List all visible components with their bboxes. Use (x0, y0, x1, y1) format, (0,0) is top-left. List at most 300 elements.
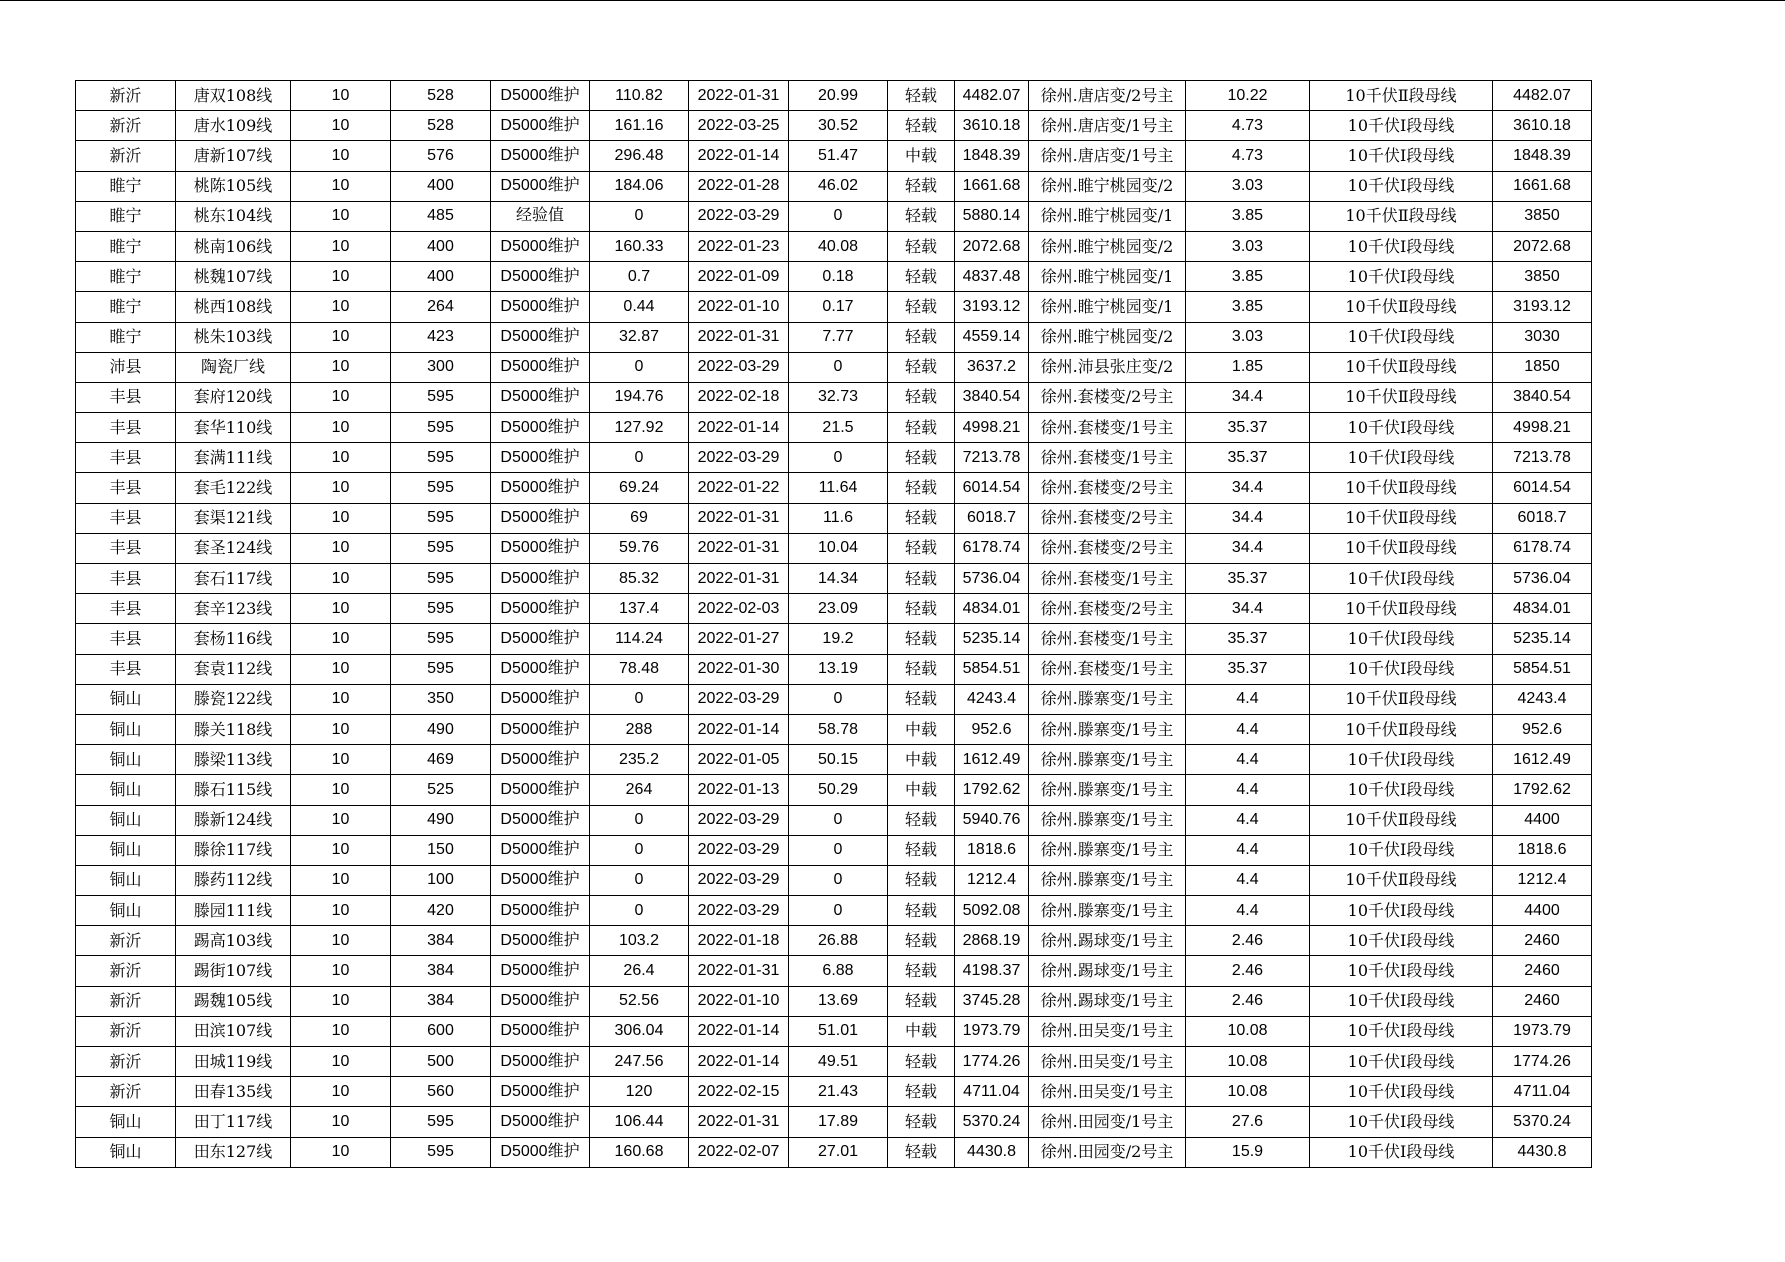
table-row (76, 684, 1592, 714)
load-cell: 69.24 (590, 473, 689, 503)
capacity-value-cell: 3193.12 (955, 292, 1029, 322)
load-cell: 160.68 (590, 1137, 689, 1167)
date-cell: 2022-02-15 (689, 1077, 789, 1107)
voltage-cell: 10 (291, 382, 391, 412)
substation-cell: 徐州.滕寨变/1号主 (1029, 896, 1186, 926)
table-row (76, 1047, 1592, 1077)
load-cell: 127.92 (590, 413, 689, 443)
busbar-cell: 10千伏Ⅱ段母线 (1310, 503, 1493, 533)
busbar-cell: 10千伏Ⅰ段母线 (1310, 1016, 1493, 1046)
capacity-cell: 485 (391, 201, 491, 231)
capacity-cell: 500 (391, 1047, 491, 1077)
rate-cell: 2.46 (1186, 986, 1310, 1016)
voltage-cell: 10 (291, 1016, 391, 1046)
feeder-name-cell: 滕瓷122线 (176, 684, 291, 714)
busbar-cell: 10千伏Ⅱ段母线 (1310, 201, 1493, 231)
busbar-cell: 10千伏Ⅰ段母线 (1310, 1077, 1493, 1107)
load-level-cell: 轻载 (888, 1107, 955, 1137)
capacity-cell: 595 (391, 443, 491, 473)
feeder-name-cell: 滕关118线 (176, 714, 291, 744)
table-row (76, 745, 1592, 775)
capacity-cell: 528 (391, 81, 491, 111)
load-rate-cell: 0 (789, 684, 888, 714)
feeder-name-cell: 滕药112线 (176, 865, 291, 895)
table-row (76, 171, 1592, 201)
date-cell: 2022-01-14 (689, 141, 789, 171)
county-cell: 新沂 (76, 986, 176, 1016)
date-cell: 2022-01-28 (689, 171, 789, 201)
final-value-cell: 4400 (1493, 896, 1592, 926)
load-level-cell: 轻载 (888, 473, 955, 503)
busbar-cell: 10千伏Ⅰ段母线 (1310, 171, 1493, 201)
rate-cell: 4.4 (1186, 835, 1310, 865)
rate-cell: 2.46 (1186, 956, 1310, 986)
substation-cell: 徐州.唐店变/1号主 (1029, 141, 1186, 171)
load-rate-cell: 21.43 (789, 1077, 888, 1107)
load-level-cell: 轻载 (888, 111, 955, 141)
busbar-cell: 10千伏Ⅰ段母线 (1310, 654, 1493, 684)
busbar-cell: 10千伏Ⅱ段母线 (1310, 805, 1493, 835)
feeder-name-cell: 桃东104线 (176, 201, 291, 231)
feeder-name-cell: 套府120线 (176, 382, 291, 412)
capacity-cell: 595 (391, 533, 491, 563)
feeder-load-table (75, 80, 1592, 1168)
capacity-cell: 400 (391, 231, 491, 261)
date-cell: 2022-03-29 (689, 805, 789, 835)
load-level-cell: 轻载 (888, 926, 955, 956)
rate-cell: 4.73 (1186, 141, 1310, 171)
load-cell: 137.4 (590, 594, 689, 624)
date-cell: 2022-03-29 (689, 865, 789, 895)
county-cell: 丰县 (76, 382, 176, 412)
feeder-name-cell: 陶瓷厂线 (176, 352, 291, 382)
table-row (76, 986, 1592, 1016)
voltage-cell: 10 (291, 322, 391, 352)
table-row (76, 141, 1592, 171)
capacity-cell: 490 (391, 805, 491, 835)
substation-cell: 徐州.睢宁桃园变/1 (1029, 262, 1186, 292)
rate-cell: 2.46 (1186, 926, 1310, 956)
feeder-name-cell: 踢魏105线 (176, 986, 291, 1016)
table-row (76, 1016, 1592, 1046)
final-value-cell: 952.6 (1493, 714, 1592, 744)
busbar-cell: 10千伏Ⅰ段母线 (1310, 1137, 1493, 1167)
feeder-name-cell: 唐双108线 (176, 81, 291, 111)
table-row (76, 262, 1592, 292)
busbar-cell: 10千伏Ⅱ段母线 (1310, 865, 1493, 895)
substation-cell: 徐州.沛县张庄变/2 (1029, 352, 1186, 382)
source-cell: D5000维护 (491, 745, 590, 775)
capacity-value-cell: 4837.48 (955, 262, 1029, 292)
table-row (76, 865, 1592, 895)
load-cell: 78.48 (590, 654, 689, 684)
source-cell: D5000维护 (491, 684, 590, 714)
rate-cell: 35.37 (1186, 413, 1310, 443)
load-cell: 106.44 (590, 1107, 689, 1137)
capacity-value-cell: 2868.19 (955, 926, 1029, 956)
final-value-cell: 5235.14 (1493, 624, 1592, 654)
load-level-cell: 轻载 (888, 352, 955, 382)
county-cell: 睢宁 (76, 201, 176, 231)
substation-cell: 徐州.套楼变/1号主 (1029, 624, 1186, 654)
county-cell: 丰县 (76, 654, 176, 684)
table-row (76, 926, 1592, 956)
rate-cell: 3.03 (1186, 322, 1310, 352)
load-cell: 160.33 (590, 231, 689, 261)
source-cell: D5000维护 (491, 322, 590, 352)
voltage-cell: 10 (291, 684, 391, 714)
busbar-cell: 10千伏Ⅰ段母线 (1310, 141, 1493, 171)
substation-cell: 徐州.田吴变/1号主 (1029, 1077, 1186, 1107)
feeder-name-cell: 滕园111线 (176, 896, 291, 926)
voltage-cell: 10 (291, 654, 391, 684)
final-value-cell: 6018.7 (1493, 503, 1592, 533)
substation-cell: 徐州.田吴变/1号主 (1029, 1047, 1186, 1077)
date-cell: 2022-03-29 (689, 835, 789, 865)
voltage-cell: 10 (291, 564, 391, 594)
busbar-cell: 10千伏Ⅱ段母线 (1310, 292, 1493, 322)
rate-cell: 34.4 (1186, 503, 1310, 533)
voltage-cell: 10 (291, 1077, 391, 1107)
final-value-cell: 4834.01 (1493, 594, 1592, 624)
capacity-value-cell: 1612.49 (955, 745, 1029, 775)
county-cell: 丰县 (76, 413, 176, 443)
busbar-cell: 10千伏Ⅱ段母线 (1310, 714, 1493, 744)
capacity-cell: 595 (391, 1137, 491, 1167)
final-value-cell: 2460 (1493, 986, 1592, 1016)
substation-cell: 徐州.套楼变/2号主 (1029, 594, 1186, 624)
load-cell: 59.76 (590, 533, 689, 563)
voltage-cell: 10 (291, 111, 391, 141)
voltage-cell: 10 (291, 1047, 391, 1077)
county-cell: 丰县 (76, 594, 176, 624)
capacity-value-cell: 4998.21 (955, 413, 1029, 443)
final-value-cell: 3610.18 (1493, 111, 1592, 141)
table-row (76, 1107, 1592, 1137)
date-cell: 2022-01-31 (689, 564, 789, 594)
load-level-cell: 轻载 (888, 835, 955, 865)
capacity-value-cell: 4430.8 (955, 1137, 1029, 1167)
load-cell: 103.2 (590, 926, 689, 956)
capacity-cell: 400 (391, 262, 491, 292)
substation-cell: 徐州.踢球变/1号主 (1029, 926, 1186, 956)
final-value-cell: 3850 (1493, 201, 1592, 231)
rate-cell: 4.4 (1186, 714, 1310, 744)
load-rate-cell: 27.01 (789, 1137, 888, 1167)
feeder-name-cell: 桃陈105线 (176, 171, 291, 201)
busbar-cell: 10千伏Ⅰ段母线 (1310, 835, 1493, 865)
date-cell: 2022-03-29 (689, 201, 789, 231)
busbar-cell: 10千伏Ⅱ段母线 (1310, 533, 1493, 563)
capacity-cell: 595 (391, 382, 491, 412)
rate-cell: 4.4 (1186, 684, 1310, 714)
capacity-cell: 560 (391, 1077, 491, 1107)
source-cell: D5000维护 (491, 413, 590, 443)
substation-cell: 徐州.滕寨变/1号主 (1029, 775, 1186, 805)
load-level-cell: 轻载 (888, 81, 955, 111)
capacity-cell: 264 (391, 292, 491, 322)
voltage-cell: 10 (291, 986, 391, 1016)
table-row (76, 533, 1592, 563)
voltage-cell: 10 (291, 926, 391, 956)
county-cell: 新沂 (76, 926, 176, 956)
rate-cell: 10.08 (1186, 1047, 1310, 1077)
date-cell: 2022-03-25 (689, 111, 789, 141)
county-cell: 沛县 (76, 352, 176, 382)
load-rate-cell: 17.89 (789, 1107, 888, 1137)
final-value-cell: 3030 (1493, 322, 1592, 352)
load-level-cell: 轻载 (888, 322, 955, 352)
feeder-name-cell: 套满111线 (176, 443, 291, 473)
load-level-cell: 轻载 (888, 533, 955, 563)
substation-cell: 徐州.套楼变/2号主 (1029, 533, 1186, 563)
capacity-cell: 423 (391, 322, 491, 352)
load-rate-cell: 0 (789, 805, 888, 835)
load-cell: 306.04 (590, 1016, 689, 1046)
source-cell: D5000维护 (491, 714, 590, 744)
table-row (76, 231, 1592, 261)
final-value-cell: 4243.4 (1493, 684, 1592, 714)
capacity-value-cell: 7213.78 (955, 443, 1029, 473)
capacity-cell: 595 (391, 1107, 491, 1137)
county-cell: 铜山 (76, 714, 176, 744)
date-cell: 2022-03-29 (689, 352, 789, 382)
load-rate-cell: 23.09 (789, 594, 888, 624)
source-cell: D5000维护 (491, 624, 590, 654)
substation-cell: 徐州.睢宁桃园变/1 (1029, 292, 1186, 322)
voltage-cell: 10 (291, 865, 391, 895)
county-cell: 丰县 (76, 473, 176, 503)
load-cell: 32.87 (590, 322, 689, 352)
feeder-name-cell: 滕石115线 (176, 775, 291, 805)
feeder-name-cell: 桃南106线 (176, 231, 291, 261)
load-cell: 120 (590, 1077, 689, 1107)
load-rate-cell: 13.69 (789, 986, 888, 1016)
county-cell: 睢宁 (76, 171, 176, 201)
load-level-cell: 轻载 (888, 1077, 955, 1107)
load-level-cell: 轻载 (888, 413, 955, 443)
capacity-cell: 490 (391, 714, 491, 744)
feeder-name-cell: 踢街107线 (176, 956, 291, 986)
final-value-cell: 5370.24 (1493, 1107, 1592, 1137)
source-cell: D5000维护 (491, 956, 590, 986)
substation-cell: 徐州.套楼变/1号主 (1029, 413, 1186, 443)
capacity-cell: 528 (391, 111, 491, 141)
load-cell: 264 (590, 775, 689, 805)
capacity-cell: 384 (391, 986, 491, 1016)
feeder-name-cell: 套石117线 (176, 564, 291, 594)
load-rate-cell: 49.51 (789, 1047, 888, 1077)
load-level-cell: 中载 (888, 141, 955, 171)
date-cell: 2022-01-05 (689, 745, 789, 775)
load-rate-cell: 26.88 (789, 926, 888, 956)
source-cell: D5000维护 (491, 1016, 590, 1046)
load-rate-cell: 20.99 (789, 81, 888, 111)
voltage-cell: 10 (291, 896, 391, 926)
load-level-cell: 轻载 (888, 1047, 955, 1077)
date-cell: 2022-01-10 (689, 986, 789, 1016)
feeder-name-cell: 田城119线 (176, 1047, 291, 1077)
final-value-cell: 1612.49 (1493, 745, 1592, 775)
feeder-name-cell: 套杨116线 (176, 624, 291, 654)
load-level-cell: 轻载 (888, 292, 955, 322)
substation-cell: 徐州.田园变/1号主 (1029, 1107, 1186, 1137)
capacity-value-cell: 4834.01 (955, 594, 1029, 624)
capacity-value-cell: 6178.74 (955, 533, 1029, 563)
substation-cell: 徐州.套楼变/1号主 (1029, 564, 1186, 594)
load-cell: 110.82 (590, 81, 689, 111)
load-rate-cell: 0 (789, 443, 888, 473)
capacity-cell: 595 (391, 654, 491, 684)
feeder-name-cell: 桃魏107线 (176, 262, 291, 292)
top-rule (0, 0, 1785, 1)
rate-cell: 4.4 (1186, 865, 1310, 895)
final-value-cell: 3193.12 (1493, 292, 1592, 322)
table-row (76, 896, 1592, 926)
rate-cell: 3.85 (1186, 262, 1310, 292)
date-cell: 2022-02-03 (689, 594, 789, 624)
voltage-cell: 10 (291, 352, 391, 382)
load-rate-cell: 46.02 (789, 171, 888, 201)
load-rate-cell: 30.52 (789, 111, 888, 141)
source-cell: D5000维护 (491, 805, 590, 835)
capacity-cell: 595 (391, 503, 491, 533)
final-value-cell: 7213.78 (1493, 443, 1592, 473)
load-cell: 52.56 (590, 986, 689, 1016)
load-level-cell: 轻载 (888, 171, 955, 201)
rate-cell: 35.37 (1186, 564, 1310, 594)
source-cell: D5000维护 (491, 81, 590, 111)
busbar-cell: 10千伏Ⅱ段母线 (1310, 81, 1493, 111)
substation-cell: 徐州.滕寨变/1号主 (1029, 684, 1186, 714)
load-cell: 296.48 (590, 141, 689, 171)
feeder-name-cell: 田滨107线 (176, 1016, 291, 1046)
source-cell: D5000维护 (491, 865, 590, 895)
voltage-cell: 10 (291, 533, 391, 563)
load-rate-cell: 50.15 (789, 745, 888, 775)
source-cell: D5000维护 (491, 1047, 590, 1077)
source-cell: D5000维护 (491, 443, 590, 473)
load-level-cell: 轻载 (888, 564, 955, 594)
busbar-cell: 10千伏Ⅱ段母线 (1310, 473, 1493, 503)
source-cell: D5000维护 (491, 835, 590, 865)
load-cell: 0 (590, 201, 689, 231)
feeder-name-cell: 滕徐117线 (176, 835, 291, 865)
busbar-cell: 10千伏Ⅰ段母线 (1310, 1047, 1493, 1077)
load-cell: 0 (590, 865, 689, 895)
final-value-cell: 1212.4 (1493, 865, 1592, 895)
source-cell: D5000维护 (491, 775, 590, 805)
load-cell: 0 (590, 352, 689, 382)
rate-cell: 35.37 (1186, 443, 1310, 473)
capacity-value-cell: 3745.28 (955, 986, 1029, 1016)
load-cell: 235.2 (590, 745, 689, 775)
rate-cell: 4.73 (1186, 111, 1310, 141)
load-level-cell: 轻载 (888, 382, 955, 412)
capacity-value-cell: 1774.26 (955, 1047, 1029, 1077)
table-body (76, 81, 1592, 1168)
capacity-cell: 384 (391, 956, 491, 986)
table-row (76, 292, 1592, 322)
county-cell: 新沂 (76, 1047, 176, 1077)
county-cell: 铜山 (76, 1107, 176, 1137)
load-rate-cell: 7.77 (789, 322, 888, 352)
load-level-cell: 轻载 (888, 1137, 955, 1167)
county-cell: 铜山 (76, 835, 176, 865)
capacity-value-cell: 3637.2 (955, 352, 1029, 382)
load-cell: 194.76 (590, 382, 689, 412)
source-cell: D5000维护 (491, 986, 590, 1016)
rate-cell: 3.03 (1186, 231, 1310, 261)
source-cell: D5000维护 (491, 382, 590, 412)
rate-cell: 3.85 (1186, 201, 1310, 231)
date-cell: 2022-01-14 (689, 1047, 789, 1077)
load-level-cell: 中载 (888, 714, 955, 744)
load-level-cell: 轻载 (888, 231, 955, 261)
source-cell: D5000维护 (491, 1077, 590, 1107)
county-cell: 新沂 (76, 1016, 176, 1046)
final-value-cell: 5854.51 (1493, 654, 1592, 684)
capacity-value-cell: 3610.18 (955, 111, 1029, 141)
load-level-cell: 轻载 (888, 805, 955, 835)
busbar-cell: 10千伏Ⅰ段母线 (1310, 231, 1493, 261)
voltage-cell: 10 (291, 503, 391, 533)
substation-cell: 徐州.套楼变/1号主 (1029, 654, 1186, 684)
final-value-cell: 4998.21 (1493, 413, 1592, 443)
table-row (76, 594, 1592, 624)
load-cell: 161.16 (590, 111, 689, 141)
capacity-cell: 400 (391, 171, 491, 201)
date-cell: 2022-01-31 (689, 1107, 789, 1137)
capacity-value-cell: 4711.04 (955, 1077, 1029, 1107)
capacity-value-cell: 4198.37 (955, 956, 1029, 986)
date-cell: 2022-01-31 (689, 81, 789, 111)
voltage-cell: 10 (291, 1137, 391, 1167)
rate-cell: 4.4 (1186, 745, 1310, 775)
date-cell: 2022-01-13 (689, 775, 789, 805)
busbar-cell: 10千伏Ⅰ段母线 (1310, 111, 1493, 141)
rate-cell: 34.4 (1186, 382, 1310, 412)
voltage-cell: 10 (291, 443, 391, 473)
substation-cell: 徐州.睢宁桃园变/2 (1029, 322, 1186, 352)
table-row (76, 714, 1592, 744)
load-rate-cell: 0 (789, 352, 888, 382)
county-cell: 新沂 (76, 1077, 176, 1107)
substation-cell: 徐州.睢宁桃园变/2 (1029, 171, 1186, 201)
busbar-cell: 10千伏Ⅰ段母线 (1310, 443, 1493, 473)
voltage-cell: 10 (291, 231, 391, 261)
feeder-name-cell: 田东127线 (176, 1137, 291, 1167)
source-cell: D5000维护 (491, 292, 590, 322)
date-cell: 2022-01-23 (689, 231, 789, 261)
county-cell: 铜山 (76, 684, 176, 714)
county-cell: 新沂 (76, 956, 176, 986)
date-cell: 2022-01-14 (689, 1016, 789, 1046)
table-row (76, 564, 1592, 594)
county-cell: 铜山 (76, 896, 176, 926)
substation-cell: 徐州.滕寨变/1号主 (1029, 835, 1186, 865)
source-cell: D5000维护 (491, 654, 590, 684)
rate-cell: 10.08 (1186, 1077, 1310, 1107)
load-level-cell: 轻载 (888, 201, 955, 231)
rate-cell: 4.4 (1186, 775, 1310, 805)
substation-cell: 徐州.睢宁桃园变/2 (1029, 231, 1186, 261)
load-cell: 0 (590, 684, 689, 714)
source-cell: D5000维护 (491, 352, 590, 382)
busbar-cell: 10千伏Ⅰ段母线 (1310, 322, 1493, 352)
load-level-cell: 轻载 (888, 624, 955, 654)
load-rate-cell: 0 (789, 201, 888, 231)
